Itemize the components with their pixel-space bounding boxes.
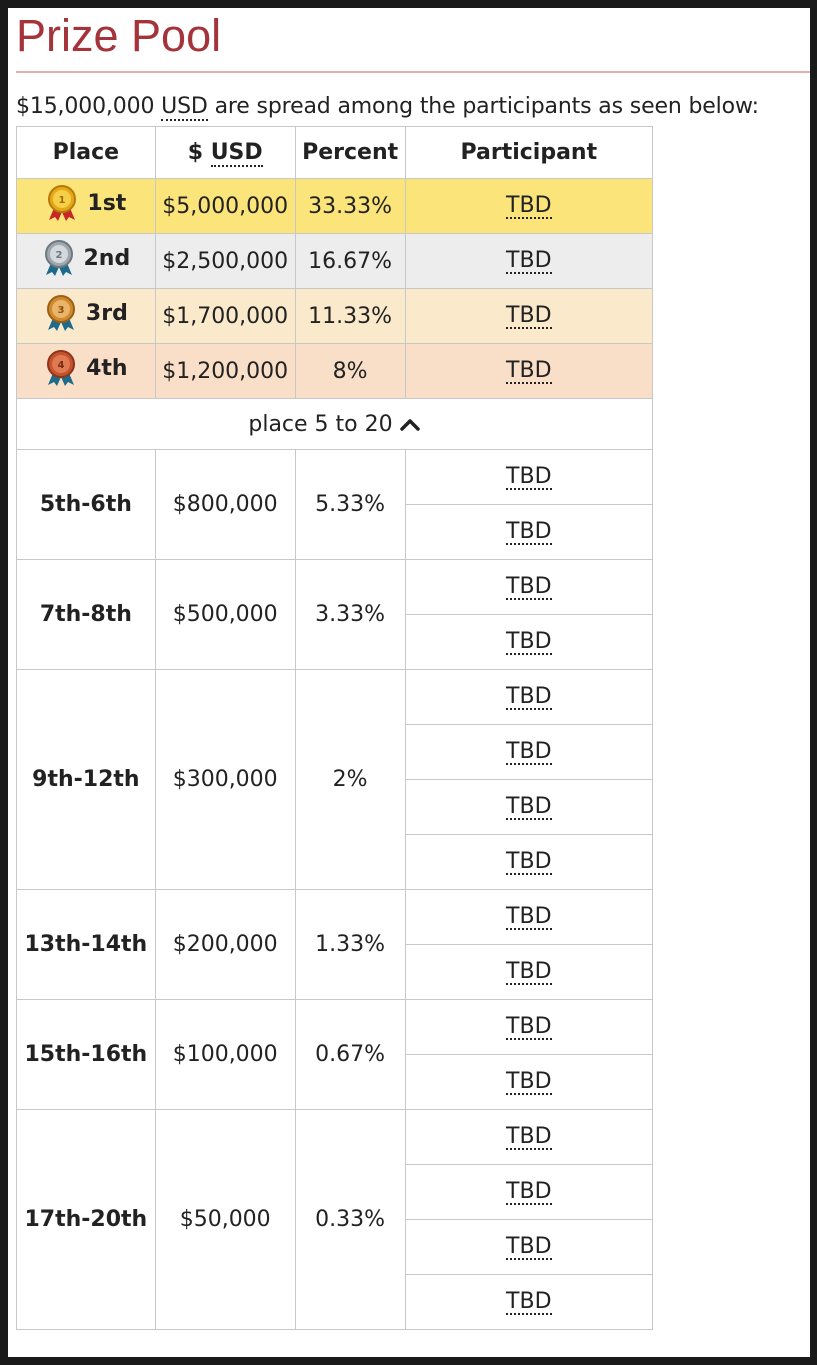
header-usd-prefix: $ [187, 140, 204, 165]
place-label: 2nd [83, 245, 131, 271]
place-cell [17, 289, 156, 344]
header-participant: Participant [405, 127, 652, 179]
percent-cell: 33.33% [295, 179, 405, 234]
participant-cell [405, 505, 652, 560]
table-row [17, 560, 653, 615]
section-title: Prize Pool [16, 10, 222, 61]
prize-table [16, 126, 653, 1330]
table-row [17, 890, 653, 945]
participant-cell [405, 1220, 652, 1275]
intro-currency: USD [161, 94, 208, 119]
percent-cell: 2% [295, 670, 405, 890]
percent-cell: 8% [295, 344, 405, 399]
participant-cell [405, 1000, 652, 1055]
participant-cell [405, 1055, 652, 1110]
participant-link[interactable]: TBD [506, 1014, 552, 1039]
participant-cell [405, 1165, 652, 1220]
prize-cell: $800,000 [155, 450, 295, 560]
participant-link[interactable]: TBD [506, 1179, 552, 1204]
participant-link[interactable]: TBD [506, 629, 552, 654]
place-cell [17, 179, 156, 234]
participant-link[interactable]: TBD [506, 303, 552, 328]
place-cell: 5th-6th [17, 450, 156, 560]
svg-text:2: 2 [55, 250, 62, 261]
place-cell: 15th-16th [17, 1000, 156, 1110]
participant-cell [405, 890, 652, 945]
place-label: 3rd [85, 300, 128, 326]
prize-cell: $5,000,000 [155, 179, 295, 234]
participant-link[interactable]: TBD [506, 1124, 552, 1149]
participant-link[interactable]: TBD [506, 794, 552, 819]
participant-cell [405, 835, 652, 890]
percent-cell: 5.33% [295, 450, 405, 560]
gold-medal-icon [45, 184, 79, 222]
prize-cell: $300,000 [155, 670, 295, 890]
header-usd [155, 127, 295, 179]
bronze-medal-icon [44, 294, 78, 332]
participant-link[interactable]: TBD [506, 904, 552, 929]
participant-cell [405, 234, 652, 289]
percent-cell: 3.33% [295, 560, 405, 670]
participant-cell [405, 289, 652, 344]
table-row [17, 670, 653, 725]
place-cell: 7th-8th [17, 560, 156, 670]
participant-link[interactable]: TBD [506, 193, 552, 218]
participant-cell [405, 179, 652, 234]
percent-cell: 1.33% [295, 890, 405, 1000]
participant-cell [405, 450, 652, 505]
participant-link[interactable]: TBD [506, 849, 552, 874]
table-header-row [17, 127, 653, 179]
title-divider [16, 71, 810, 73]
svg-text:3: 3 [57, 305, 65, 316]
participant-cell [405, 615, 652, 670]
participant-link[interactable]: TBD [506, 684, 552, 709]
svg-text:4: 4 [57, 360, 65, 371]
table-row [17, 1000, 653, 1055]
chevron-up-icon [399, 416, 421, 432]
expand-toggle-cell [17, 399, 653, 450]
table-row-2nd [17, 234, 653, 289]
participant-link[interactable]: TBD [506, 1069, 552, 1094]
participant-link[interactable]: TBD [506, 464, 552, 489]
percent-cell: 0.33% [295, 1110, 405, 1330]
prize-cell: $50,000 [155, 1110, 295, 1330]
table-row-1st [17, 179, 653, 234]
prize-cell: $200,000 [155, 890, 295, 1000]
place-cell: 17th-20th [17, 1110, 156, 1330]
silver-medal-icon [42, 239, 76, 277]
participant-link[interactable]: TBD [506, 739, 552, 764]
table-row-4th [17, 344, 653, 399]
header-percent: Percent [295, 127, 405, 179]
expand-toggle-row [17, 399, 653, 450]
participant-cell [405, 1275, 652, 1330]
participant-link[interactable]: TBD [506, 1234, 552, 1259]
participant-cell [405, 670, 652, 725]
prize-cell: $2,500,000 [155, 234, 295, 289]
participant-link[interactable]: TBD [506, 574, 552, 599]
participant-link[interactable]: TBD [506, 959, 552, 984]
intro-text [16, 94, 759, 119]
header-usd-label: USD [210, 140, 263, 165]
prize-cell: $1,200,000 [155, 344, 295, 399]
place-label: 1st [87, 190, 127, 216]
prize-pool-panel [8, 8, 810, 1357]
place-cell [17, 234, 156, 289]
copper-medal-icon [44, 349, 78, 387]
intro-amount: $15,000,000 [16, 94, 155, 119]
participant-link[interactable]: TBD [506, 358, 552, 383]
place-cell: 9th-12th [17, 670, 156, 890]
prize-cell: $500,000 [155, 560, 295, 670]
participant-cell [405, 344, 652, 399]
prize-cell: $1,700,000 [155, 289, 295, 344]
participant-cell [405, 1110, 652, 1165]
table-row-3rd [17, 289, 653, 344]
place-cell [17, 344, 156, 399]
percent-cell: 0.67% [295, 1000, 405, 1110]
table-row [17, 450, 653, 505]
participant-cell [405, 780, 652, 835]
participant-link[interactable]: TBD [506, 1289, 552, 1314]
participant-cell [405, 560, 652, 615]
svg-text:1: 1 [58, 195, 66, 206]
table-row [17, 1110, 653, 1165]
expand-toggle-label: place 5 to 20 [248, 411, 393, 437]
percent-cell: 16.67% [295, 234, 405, 289]
participant-link[interactable]: TBD [506, 248, 552, 273]
percent-cell: 11.33% [295, 289, 405, 344]
expand-toggle-button[interactable] [248, 412, 420, 437]
lower-places-body [17, 450, 653, 1330]
participant-link[interactable]: TBD [506, 519, 552, 544]
intro-rest: are spread among the participants as seen below: [214, 94, 759, 119]
participant-cell [405, 945, 652, 1000]
prize-cell: $100,000 [155, 1000, 295, 1110]
participant-cell [405, 725, 652, 780]
header-place: Place [17, 127, 156, 179]
place-cell: 13th-14th [17, 890, 156, 1000]
place-label: 4th [86, 355, 128, 381]
